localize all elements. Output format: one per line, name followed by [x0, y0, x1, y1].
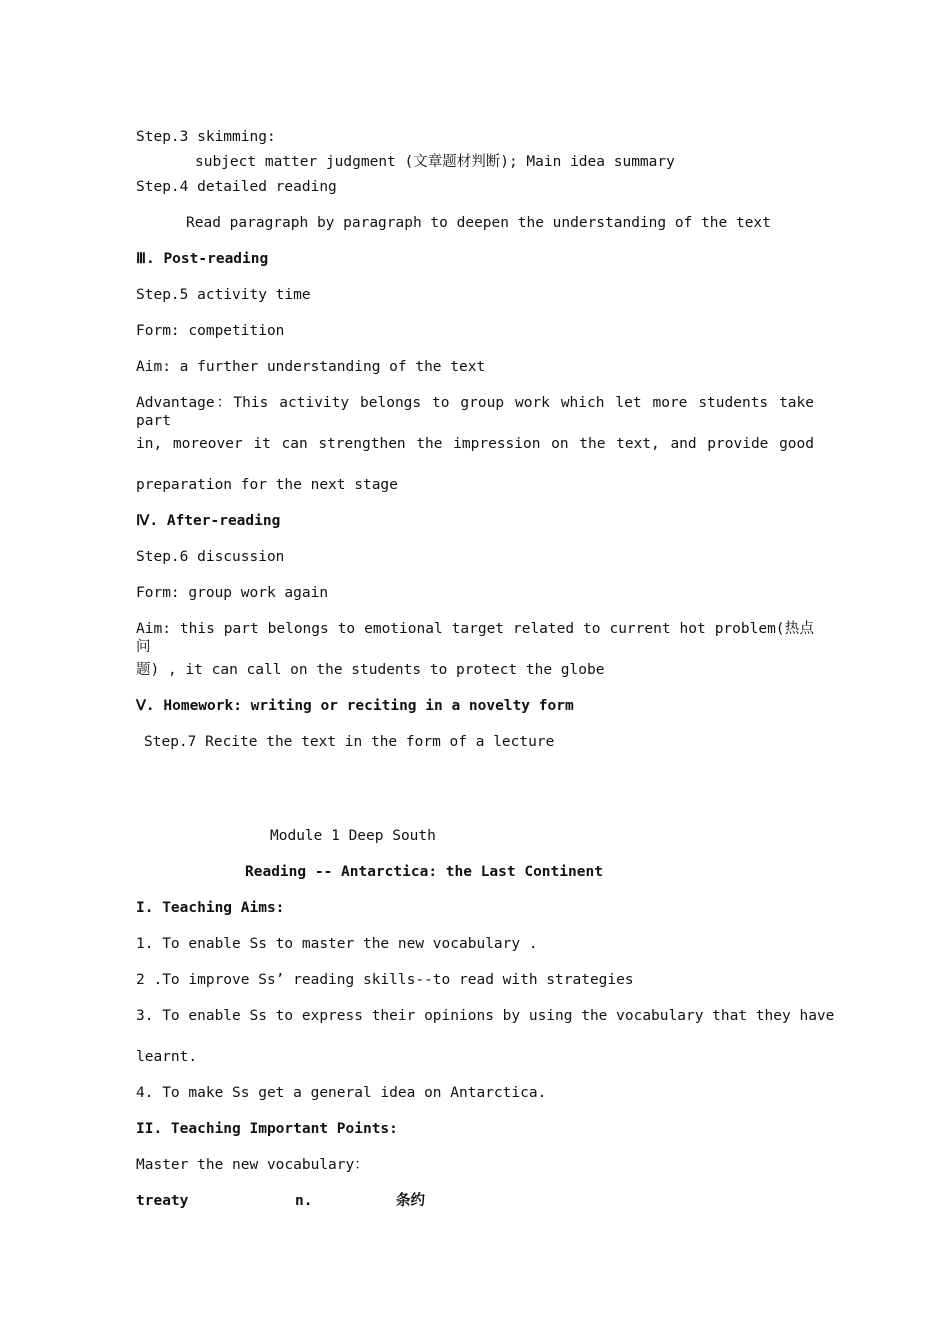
advantage-line-3: preparation for the next stage	[136, 477, 398, 493]
aim-item-1: 1. To enable Ss to master the new vocabulary .	[136, 936, 538, 952]
master-vocabulary-line: Master the new vocabulary：	[136, 1157, 369, 1173]
section-after-reading-heading: Ⅳ. After-reading	[136, 513, 281, 529]
vocab-meaning: 条约	[396, 1193, 425, 1209]
section-homework-heading: Ⅴ. Homework: writing or reciting in a novelty form	[136, 698, 574, 714]
aim-item-3-line-2: learnt.	[136, 1049, 198, 1065]
form-group-work-line: Form: group work again	[136, 585, 329, 601]
aim-item-3-line-1: 3. To enable Ss to express their opinions by using the vocabulary that they have	[136, 1008, 835, 1024]
module-title: Module 1 Deep South	[270, 828, 436, 844]
aim-emotional-line-1: Aim: this part belongs to emotional target related to current hot problem(热点问	[136, 621, 814, 655]
vocab-part-of-speech: n.	[295, 1193, 313, 1209]
form-competition-line: Form: competition	[136, 323, 285, 339]
step4-line: Step.4 detailed reading	[136, 179, 337, 195]
aim-understanding-line: Aim: a further understanding of the text	[136, 359, 486, 375]
important-points-heading: II. Teaching Important Points:	[136, 1121, 398, 1137]
section-post-reading-heading: Ⅲ. Post-reading	[136, 251, 269, 267]
step7-line: Step.7 Recite the text in the form of a lecture	[144, 734, 555, 750]
aim-item-4: 4. To make Ss get a general idea on Antarctica.	[136, 1085, 547, 1101]
advantage-line-2: in, moreover it can strengthen the impression on the text, and provide good	[136, 436, 814, 452]
aim-item-2: 2 .To improve Ss’ reading skills--to read with strategies	[136, 972, 634, 988]
advantage-line-1: Advantage：This activity belongs to group work which let more students take part	[136, 395, 814, 429]
step3-detail-line: subject matter judgment (文章题材判断); Main idea summary	[195, 154, 675, 170]
step6-line: Step.6 discussion	[136, 549, 285, 565]
step3-line: Step.3 skimming:	[136, 129, 276, 145]
step5-line: Step.5 activity time	[136, 287, 311, 303]
vocab-word: treaty	[136, 1193, 189, 1209]
reading-title: Reading -- Antarctica: the Last Continent	[245, 864, 603, 880]
teaching-aims-heading: I. Teaching Aims:	[136, 900, 285, 916]
aim-emotional-line-2: 题) , it can call on the students to protect the globe	[136, 662, 605, 678]
step4-detail-line: Read paragraph by paragraph to deepen the understanding of the text	[186, 215, 771, 231]
